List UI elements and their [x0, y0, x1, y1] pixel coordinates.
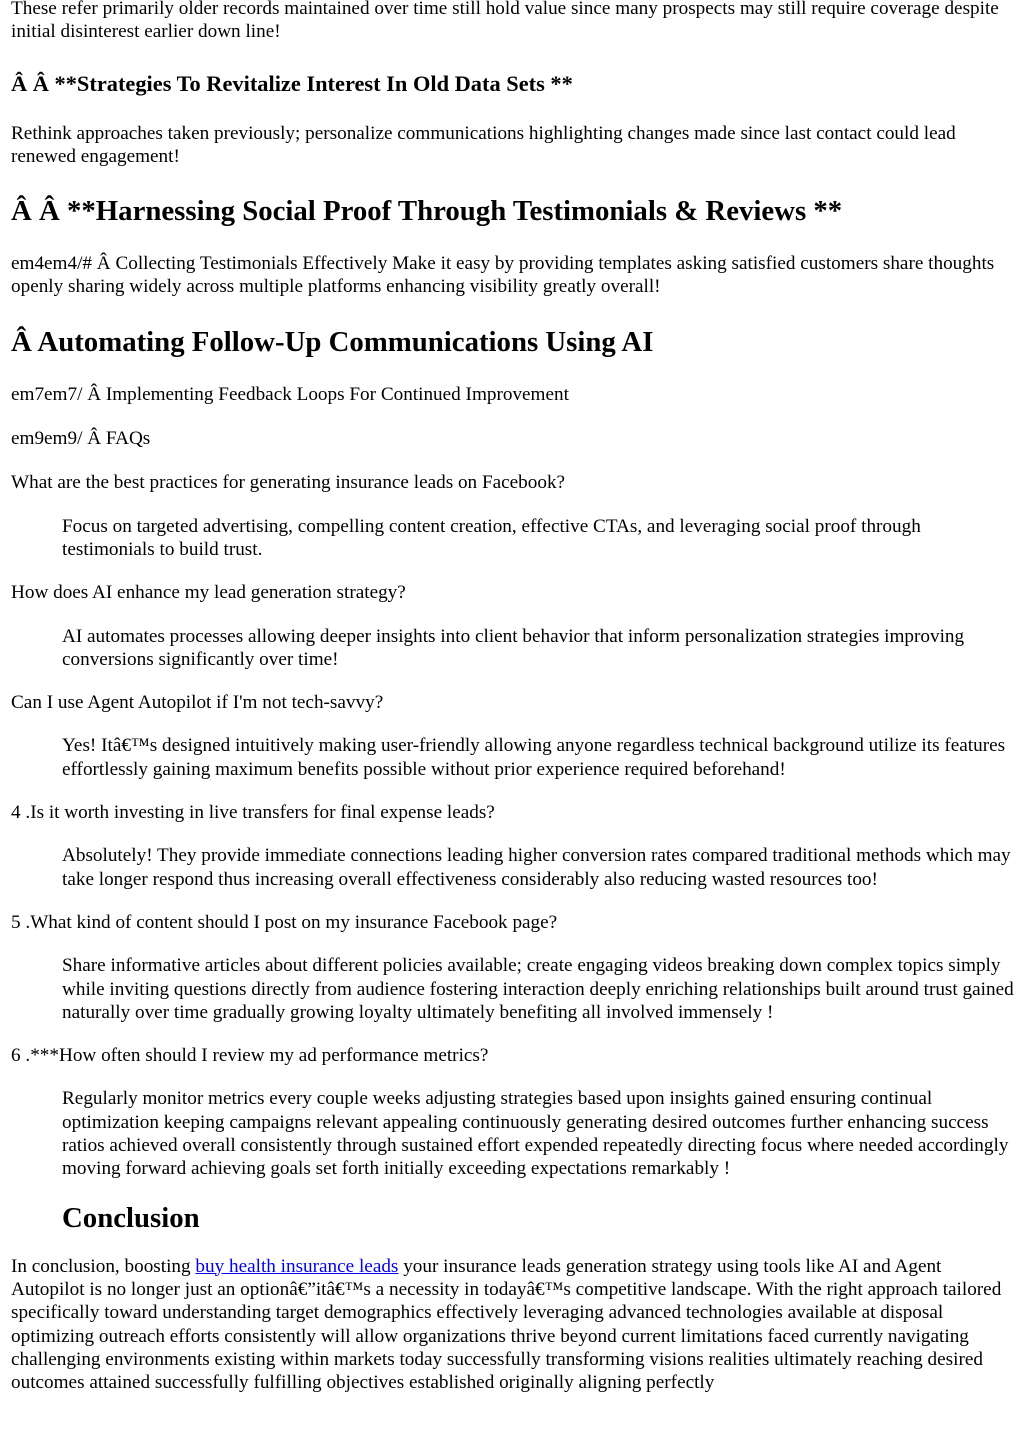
section-heading-automating: Â Automating Follow-Up Communications Using AI [11, 325, 654, 358]
conclusion-paragraph [11, 1255, 1014, 1395]
section-paragraph-revitalize: Rethink approaches taken previously; personalize communications highlighting changes made since last contact could lead renewed engagement! [11, 122, 956, 167]
faq-list [11, 471, 1014, 1180]
buy-health-insurance-leads-link[interactable]: buy health insurance leads [195, 1255, 399, 1277]
intro-paragraph: These refer primarily older records maintained over time still hold value since many prospects may still require coverage despite initial disinterest earlier down line! [11, 0, 999, 43]
faqs-line: em9em9/ Â FAQs [11, 428, 151, 450]
conclusion-heading: Conclusion [62, 1201, 200, 1234]
faq-answer: Absolutely! They provide immediate connections leading higher conversion rates compared traditional methods which may take longer respond thus increasing overall effectiveness considerably also reducing wasted resources too! [62, 845, 1011, 890]
faq-question: 6 .***How often should I review my ad performance metrics? [11, 1045, 489, 1067]
conclusion-text-after-link: your insurance leads generation strategy using tools like AI and Agent Autopilot is no longer just an optionâ€”itâ€™s a necessity in todayâ€™s competitive landscape. With the right approach tailored specifically toward understanding target demographics effectively leveraging advanced technologies available at disposal optimizing outreach efforts consistently will allow organizations thrive beyond current limitations faced currently navigating challenging environments existing within markets today successfully transforming visions realities ultimately reaching desired outcomes attained successfully fulfilling objectives established originally aligning perfectly [11, 1255, 1002, 1394]
faq-question: How does AI enhance my lead generation strategy? [11, 582, 406, 604]
section-heading-revitalize: Â Â **Strategies To Revitalize Interest In Old Data Sets ** [11, 70, 573, 96]
faq-answer: Focus on targeted advertising, compelling content creation, effective CTAs, and leveraging social proof through testimonials to build trust. [62, 515, 921, 560]
faq-question: 4 .Is it worth investing in live transfers for final expense leads? [11, 802, 495, 824]
feedback-loops-line: em7em7/ Â Implementing Feedback Loops For Continued Improvement [11, 383, 569, 405]
section-heading-social-proof: Â Â **Harnessing Social Proof Through Testimonials & Reviews ** [11, 195, 843, 228]
faq-answer: AI automates processes allowing deeper insights into client behavior that inform personalization strategies improving conversions significantly over time! [62, 625, 965, 670]
faq-question: What are the best practices for generating insurance leads on Facebook? [11, 472, 566, 494]
section-paragraph-testimonials: em4em4/# Â Collecting Testimonials Effectively Make it easy by providing templates asking satisfied customers share thoughts openly sharing widely across multiple platforms enhancing visibility greatly overall! [11, 253, 995, 298]
faq-answer: Share informative articles about different policies available; create engaging videos breaking down complex topics simply while inviting questions directly from audience fostering interaction deeply enriching relationships built around trust gained naturally over time gradually growing loyalty ultimately benefiting all involved immensely ! [62, 955, 1014, 1023]
faq-question: Can I use Agent Autopilot if I'm not tech-savvy? [11, 692, 384, 714]
conclusion-text-before-link: In conclusion, boosting [11, 1255, 196, 1277]
faq-answer: Regularly monitor metrics every couple weeks adjusting strategies based upon insights gained ensuring continual optimization keeping campaigns relevant appealing continuously generating desired outcomes further enhancing success ratios achieved overall consistently through sustained effort expended repeatedly directing focus where needed accordingly moving forward achieving goals set forth initially exceeding expectations remarkably ! [62, 1088, 1009, 1180]
faq-question: 5 .What kind of content should I post on my insurance Facebook page? [11, 911, 558, 933]
article-body [11, 0, 1014, 1394]
faq-answer: Yes! Itâ€™s designed intuitively making user-friendly allowing anyone regardless technical background utilize its features effortlessly gaining maximum benefits possible without prior experience required beforehand! [62, 735, 1006, 780]
